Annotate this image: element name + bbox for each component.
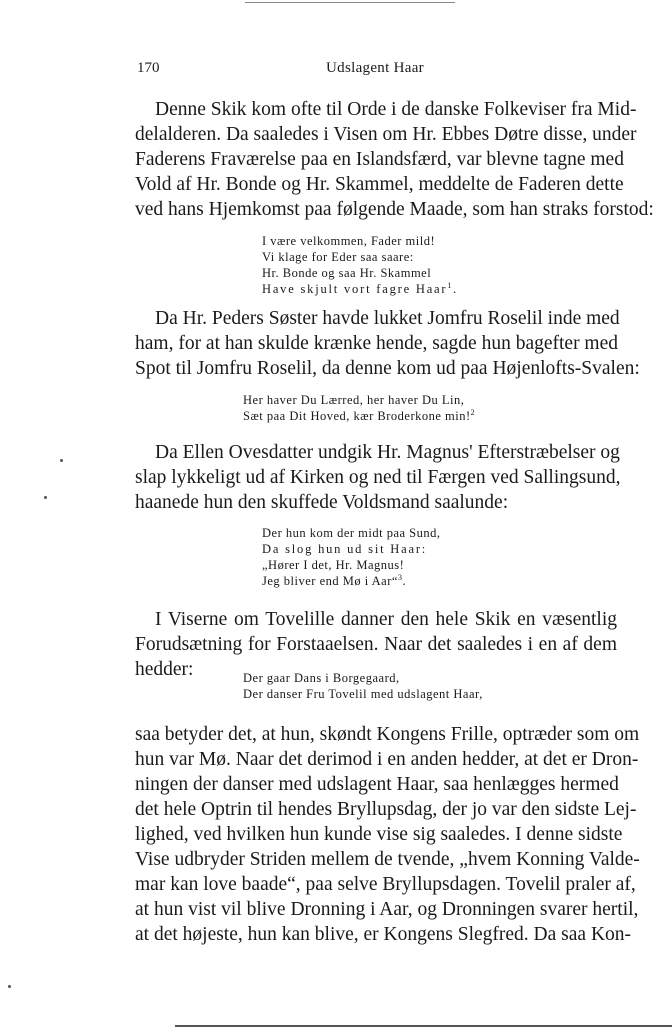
footnote-marker: 3 (397, 572, 403, 582)
text-line: slap lykkeligt ud af Kirken og ned til Færgen ved Sallingsund, (135, 467, 621, 488)
text-line: hedder: (135, 659, 194, 680)
text-line: det hele Optrin til hendes Bryllupsdag, der jo var den sidste Lej- (135, 799, 637, 820)
text-line: Vold af Hr. Bonde og Hr. Skammel, meddelte de Faderen dette (135, 174, 624, 195)
text-line: Da Hr. Peders Søster havde lukket Jomfru Roselil inde med (155, 308, 620, 329)
verse-line: I være velkommen, Fader mild! (262, 234, 436, 248)
text-line: ham, for at han skulde krænke hende, sagde hun bagefter med (135, 333, 619, 354)
verse-line-text: Jeg bliver end Mø i Aar“ (262, 574, 398, 588)
text-line: at det højeste, hun kan blive, er Kongens Slegfred. Da saa Kon- (135, 924, 632, 945)
verse-line: Der gaar Dans i Borgegaard, (243, 671, 400, 685)
verse-line: Der danser Fru Tovelil med udslagent Haar, (243, 687, 483, 701)
text-line: delalderen. Da saaledes i Visen om Hr. Ebbes Døtre disse, under (135, 124, 637, 145)
top-rule (245, 2, 455, 3)
verse-line: Vi klage for Eder saa saare: (262, 250, 414, 264)
verse-line: Hr. Bonde og saa Hr. Skammel (262, 266, 432, 280)
page-number: 170 (137, 60, 160, 76)
verse-line: Da slog hun ud sit Haar: (262, 542, 428, 556)
text-line: Spot til Jomfru Roselil, da denne kom ud paa Højenlofts-Svalen: (135, 358, 640, 379)
text-line: haanede hun den skuffede Voldsmand saalunde: (135, 492, 509, 513)
text-line: Denne Skik kom ofte til Orde i de danske Folkeviser fra Mid- (155, 99, 637, 120)
text-line: Da Ellen Ovesdatter undgik Hr. Magnus' Efterstræbelser og (155, 442, 620, 463)
verse-line: „Hører I det, Hr. Magnus! (262, 558, 405, 572)
page-header (135, 60, 615, 82)
verse-line-text: Sæt paa Dit Hoved, kær Broderkone min! (243, 409, 471, 423)
text-line: I Viserne om Tovelille danner den hele Skik en væsentlig (155, 609, 617, 630)
text-line: at hun vist vil blive Dronning i Aar, og Dronningen svarer hertil, (135, 899, 639, 920)
bottom-rule (175, 1025, 672, 1027)
verse-line-text: Have skjult vort fagre Haar (262, 282, 448, 296)
text-line: Faderens Fraværelse paa en Islandsfærd, var blevne tagne med (135, 149, 624, 170)
footnote-marker: 2 (470, 407, 476, 417)
text-line: hun var Mø. Naar det derimod i en anden hedder, at det er Dron- (135, 749, 639, 770)
scan-speck (60, 459, 63, 462)
verse-line: Der hun kom der midt paa Sund, (262, 526, 441, 540)
text-line: Forudsætning for Forstaaelsen. Naar det saaledes i en af dem (135, 634, 617, 655)
text-line: Vise udbryder Striden mellem de tvende, „hvem Konning Valde- (135, 849, 640, 870)
verse-line (243, 408, 475, 424)
text-line: saa betyder det, at hun, skøndt Kongens Frille, optræder som om (135, 724, 640, 745)
scan-speck (44, 496, 47, 499)
verse-line: Jeg bliver end Mø i Aar“$^3$. (262, 572, 407, 588)
text-line: mar kan love baade“, paa selve Bryllupsdagen. Tovelil praler af, (135, 874, 636, 895)
running-title: Udslagent Haar (326, 60, 424, 76)
scan-speck (8, 985, 11, 988)
text-line: ningen der danser med udslagent Haar, saa henlægges hermed (135, 774, 619, 795)
footnote-marker: 1 (447, 280, 454, 290)
verse-line: Her haver Du Lærred, her haver Du Lin, (243, 393, 465, 407)
verse-line: Have skjult vort fagre Haar$^1$. (262, 280, 459, 296)
text-line: ved hans Hjemkomst paa følgende Maade, som han straks forstod: (135, 199, 654, 220)
text-line: lighed, ved hvilken hun kunde vise sig saaledes. I denne sidste (135, 824, 623, 845)
